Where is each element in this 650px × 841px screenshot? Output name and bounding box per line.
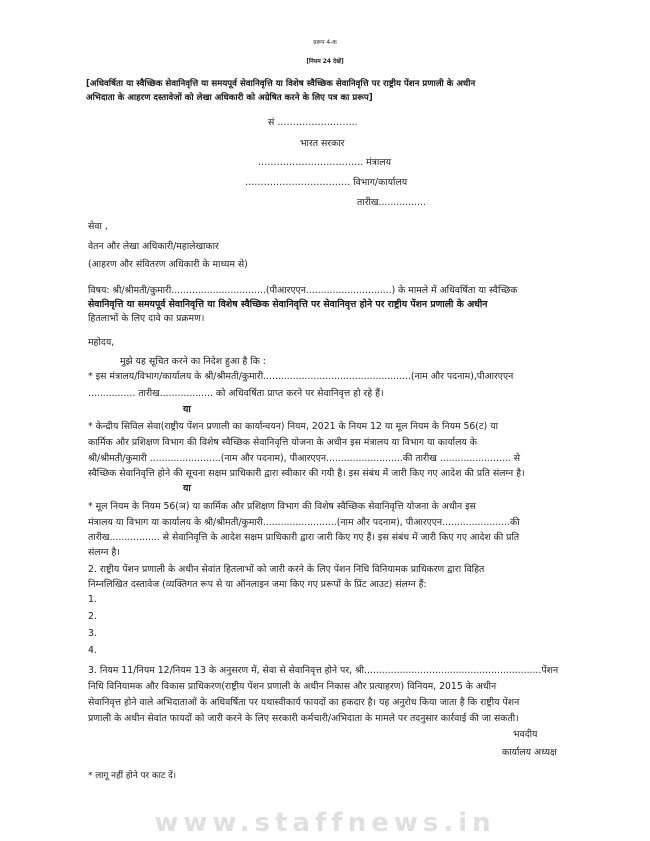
addressee-seva: सेवा ,: [88, 221, 108, 232]
head-of-office: कार्यालय अध्यक्ष: [502, 747, 557, 758]
ministry-line: ……………………………. मंत्रालय: [258, 157, 391, 168]
para5-line1: 3. नियम 11/नियम 12/नियम 13 के अनुसरण में, सेवा से सेवानिवृत्त होने पर, श्री............................................................पेंशन: [88, 665, 559, 676]
site-watermark: www.staffnews.in: [154, 808, 496, 838]
list-item: 4.: [88, 645, 97, 656]
para4-line2: निम्नलिखित दस्तावेज (व्यक्तिगत रूप से या ऑनलाइन जमा किए गए प्ररूपों के प्रिंट आउट) संलग्न हैं:: [88, 579, 427, 590]
addressee-officer: वेतन और लेखा अधिकारी/महालेखाकार: [88, 241, 219, 252]
list-item: 3.: [88, 628, 97, 639]
date-line: तारीख................: [357, 197, 426, 208]
para2-line4: स्वैच्छिक सेवानिवृत्ति होने की सूचना सक्षम प्राधिकारी द्वारा स्वीकार की गयी है। इस संबंध में जारी किए गए आदेश की प्रति संलग्न है।: [88, 468, 525, 479]
rule-reference: [नियम 24 देखें]: [306, 59, 344, 65]
para4-line1: 2. राष्ट्रीय पेंशन प्रणाली के अधीन सेवांत हितलाभों को जारी करने के लिए पेंशन निधि विनियामक प्राधिकरण द्वारा विहित: [88, 564, 485, 575]
para1-line1: * इस मंत्रालय/विभाग/कार्यालय के श्री/श्रीमती/कुमारी..................................................(नाम और पदनाम),पीआरएएन: [88, 371, 514, 382]
subject-line1: विषय: श्री/श्रीमती/कुमारी................................(पीआरएएन.............................) के मामले में अधिवर्षिता या स्वैच्छिक: [88, 285, 518, 296]
government-name: भारत सरकार: [300, 138, 345, 149]
para3-line2: मंत्रालय या विभाग या कार्यालय के श्री/श्रीमती/कुमारी.........................(नाम और पदनाम), पीआरएएन.......................की: [88, 517, 520, 528]
form-title-line2: अभिदाता के आहरण दस्तावेजों को लेखा अधिकारी को अग्रेषित करने के लिए पत्र का प्ररूप]: [86, 93, 373, 103]
form-title-line1: [अधिवर्षिता या स्वैच्छिक सेवानिवृत्ति या समयपूर्व सेवानिवृत्ति या विशेष स्वैच्छिक सेवानिवृत्ति पर राष्ट्रीय पेंशन प्रणाली के अधीन: [86, 79, 476, 89]
letter-number: सं ……………………..: [268, 117, 358, 128]
para2-line1: * केन्द्रीय सिविल सेवा(राष्ट्रीय पेंशन प्रणाली का कार्यान्वयन) नियम, 2021 के नियम 12 या मूल नियम के नियम 56(ट) या: [88, 421, 499, 432]
intro-line: मुझे यह सूचित करने का निदेश हुआ है कि :: [120, 356, 266, 367]
para5-line2: निधि विनियामक और विकास प्राधिकरण(राष्ट्रीय पेंशन प्रणाली के अधीन निकास और प्रत्याहरण) विनियम, 2015 के अधीन: [88, 681, 497, 692]
form-number: प्ररूप 4-क: [313, 40, 337, 46]
department-line: ……………………………. विभाग/कार्यालय: [245, 177, 408, 188]
para3-line3: तारीख................. से सेवानिवृत्ति के आदेश सक्षम प्राधिकारी द्वारा जारी किए गए हैं। इस संबंध में जारी किए गए आदेश की प्रति: [88, 532, 520, 543]
subject-line3: हितलाभों के लिए दावे का प्रक्रमण।: [88, 313, 205, 324]
para2-line3: श्री/श्रीमती/कुमारी ........................(नाम और पदनाम), पीआरएएन..........................की तारीख ........................ से: [88, 453, 520, 464]
addressee-through: (आहरण और संवितरण अधिकारी के माध्यम से): [88, 259, 248, 270]
para5-line4: प्रणाली के अधीन सेवांत फायदों को जारी करने के लिए सरकारी कर्मचारी/अभिदाता के मामले पर तदनुसार कार्रवाई की जा सकती।: [88, 713, 519, 724]
or-separator-1: या: [183, 404, 191, 415]
footnote: * लागू नहीं होने पर काट दें।: [88, 771, 177, 781]
subject-line2: सेवानिवृत्ति या समयपूर्व सेवानिवृत्ति या विशेष स्वैच्छिक सेवानिवृत्ति पर सेवानिवृत्त होने पर राष्ट्रीय पेंशन प्रणाली के अधीन: [88, 299, 488, 310]
para5-line3: सेवानिवृत्त होने वाले अभिदाताओं के अधिवर्षिता पर यथास्वीकार्य फायदों का हकदार है। यह अनुरोध किया जाता है कि राष्ट्रीय पेंशन: [88, 697, 520, 708]
para1-line2: ................ तारीख.................. को अधिवर्षिता प्राप्त करने पर सेवानिवृत्त हो रहे हैं।: [88, 388, 384, 399]
salutation: महोदय,: [88, 337, 115, 348]
or-separator-2: या: [183, 483, 191, 494]
para2-line2: कार्मिक और प्रशिक्षण विभाग की विशेष स्वैच्छिक सेवानिवृत्ति योजना के अधीन इस मंत्रालय या विभाग या कार्यालय के: [88, 437, 477, 448]
list-item: 1.: [88, 594, 97, 605]
list-item: 2.: [88, 611, 97, 622]
para3-line4: संलग्न है।: [88, 547, 120, 558]
yours-faithfully: भवदीय: [513, 729, 538, 740]
para3-line1: * मूल नियम के नियम 56(ञ) या कार्मिक और प्रशिक्षण विभाग की विशेष स्वैच्छिक सेवानिवृत्ति योजना के अधीन इस: [88, 501, 476, 512]
